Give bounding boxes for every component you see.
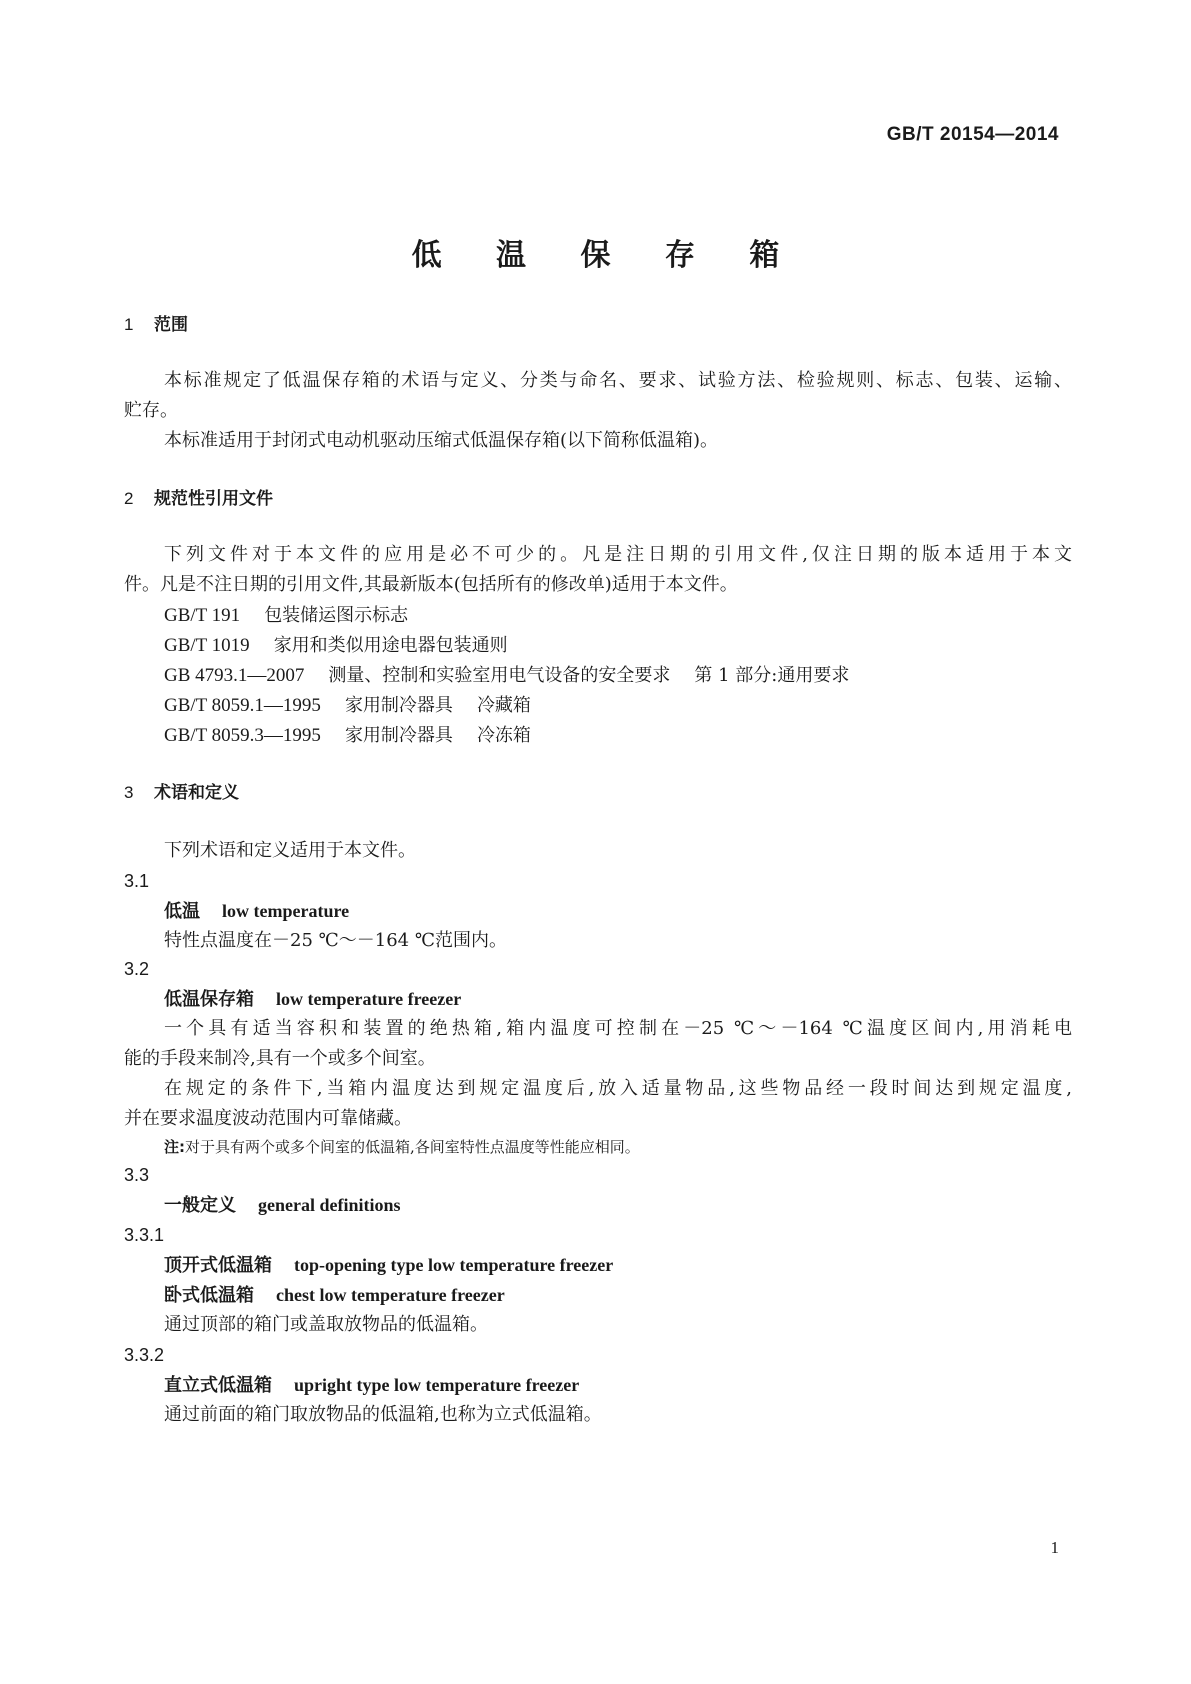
section-title: 范围: [154, 315, 188, 335]
clause-number: 3.3: [124, 1165, 150, 1185]
term-entry: [164, 990, 461, 1009]
reference-title: 家用制冷器具: [344, 695, 453, 716]
reference-code: GB/T 191: [164, 605, 241, 626]
reference-subtitle: 第 1 部分:通用要求: [694, 665, 850, 686]
definition: 通过前面的箱门取放物品的低温箱,也称为立式低温箱。: [164, 1404, 602, 1425]
term-entry: [164, 902, 349, 921]
section-2-heading: [124, 490, 273, 508]
term-english: chest low temperature freezer: [276, 1285, 505, 1305]
section-number: 3: [124, 783, 134, 802]
reference-title: 包装储运图示标志: [264, 605, 409, 626]
paragraph: 本标准适用于封闭式电动机驱动压缩式低温保存箱(以下简称低温箱)。: [164, 430, 719, 451]
term-chinese: 一般定义: [164, 1195, 236, 1216]
section-number: 1: [124, 315, 134, 334]
term-chinese: 低温: [164, 901, 200, 922]
term-english: top-opening type low temperature freezer: [294, 1255, 614, 1275]
paragraph-line: 本标准规定了低温保存箱的术语与定义、分类与命名、要求、试验方法、检验规则、标志、包装、运输、: [164, 370, 1072, 391]
reference-code: GB/T 8059.1—1995: [164, 695, 321, 716]
term-entry: [164, 1256, 613, 1275]
term-entry-alternate: [164, 1286, 505, 1305]
definition: 特性点温度在－25 ℃～－164 ℃范围内。: [164, 930, 507, 951]
section-title: 规范性引用文件: [154, 489, 273, 509]
term-chinese: 直立式低温箱: [164, 1375, 272, 1396]
clause-number: 3.1: [124, 871, 150, 891]
section-1-heading: [124, 316, 188, 334]
reference-item: [164, 726, 531, 745]
definition: 通过顶部的箱门或盖取放物品的低温箱。: [164, 1314, 488, 1335]
definition-line: 能的手段来制冷,具有一个或多个间室。: [124, 1048, 436, 1069]
paragraph-line: 在规定的条件下,当箱内温度达到规定温度后,放入适量物品,这些物品经一段时间达到规定温度,: [164, 1078, 1072, 1099]
reference-subtitle: 冷冻箱: [476, 725, 531, 746]
paragraph-line: 下列文件对于本文件的应用是必不可少的。凡是注日期的引用文件,仅注日期的版本适用于本文: [164, 544, 1072, 565]
standard-number: GB/T 20154—2014: [886, 124, 1059, 145]
paragraph-line: 并在要求温度波动范围内可靠储藏。: [124, 1108, 412, 1129]
clause-number: 3.3.1: [124, 1225, 165, 1245]
document-title: 低 温 保 存 箱: [411, 238, 802, 273]
term-english: upright type low temperature freezer: [294, 1375, 580, 1395]
paragraph-line: 贮存。: [124, 400, 178, 421]
section-3-heading: [124, 784, 239, 802]
reference-item: [164, 696, 531, 715]
term-entry: [164, 1376, 579, 1395]
term-english: low temperature freezer: [276, 989, 462, 1009]
term-english: general definitions: [258, 1195, 401, 1215]
section-title: 术语和定义: [154, 783, 239, 803]
note: [164, 1140, 640, 1155]
note-text: 对于具有两个或多个间室的低温箱,各间室特性点温度等性能应相同。: [185, 1138, 640, 1156]
reference-item: [164, 606, 408, 625]
clause-number: 3.3.2: [124, 1345, 165, 1365]
reference-item: [164, 636, 508, 655]
term-chinese: 卧式低温箱: [164, 1285, 254, 1306]
note-label: 注:: [164, 1138, 185, 1156]
page-number: 1: [1050, 1538, 1059, 1557]
reference-code: GB/T 8059.3—1995: [164, 725, 321, 746]
reference-code: GB/T 1019: [164, 635, 250, 656]
reference-code: GB 4793.1—2007: [164, 665, 305, 686]
reference-title: 家用制冷器具: [344, 725, 453, 746]
paragraph: 下列术语和定义适用于本文件。: [164, 840, 416, 861]
term-english: low temperature: [222, 901, 350, 921]
definition-line: 一个具有适当容积和装置的绝热箱,箱内温度可控制在－25 ℃～－164 ℃温度区间内,用消耗电: [164, 1018, 1072, 1039]
reference-title: 测量、控制和实验室用电气设备的安全要求: [328, 665, 671, 686]
term-chinese: 低温保存箱: [164, 989, 254, 1010]
reference-title: 家用和类似用途电器包装通则: [273, 635, 508, 656]
reference-subtitle: 冷藏箱: [476, 695, 531, 716]
reference-item: [164, 666, 849, 685]
term-entry: [164, 1196, 401, 1215]
clause-number: 3.2: [124, 959, 150, 979]
paragraph-line: 件。凡是不注日期的引用文件,其最新版本(包括所有的修改单)适用于本文件。: [124, 574, 738, 595]
term-chinese: 顶开式低温箱: [164, 1255, 272, 1276]
section-number: 2: [124, 489, 134, 508]
